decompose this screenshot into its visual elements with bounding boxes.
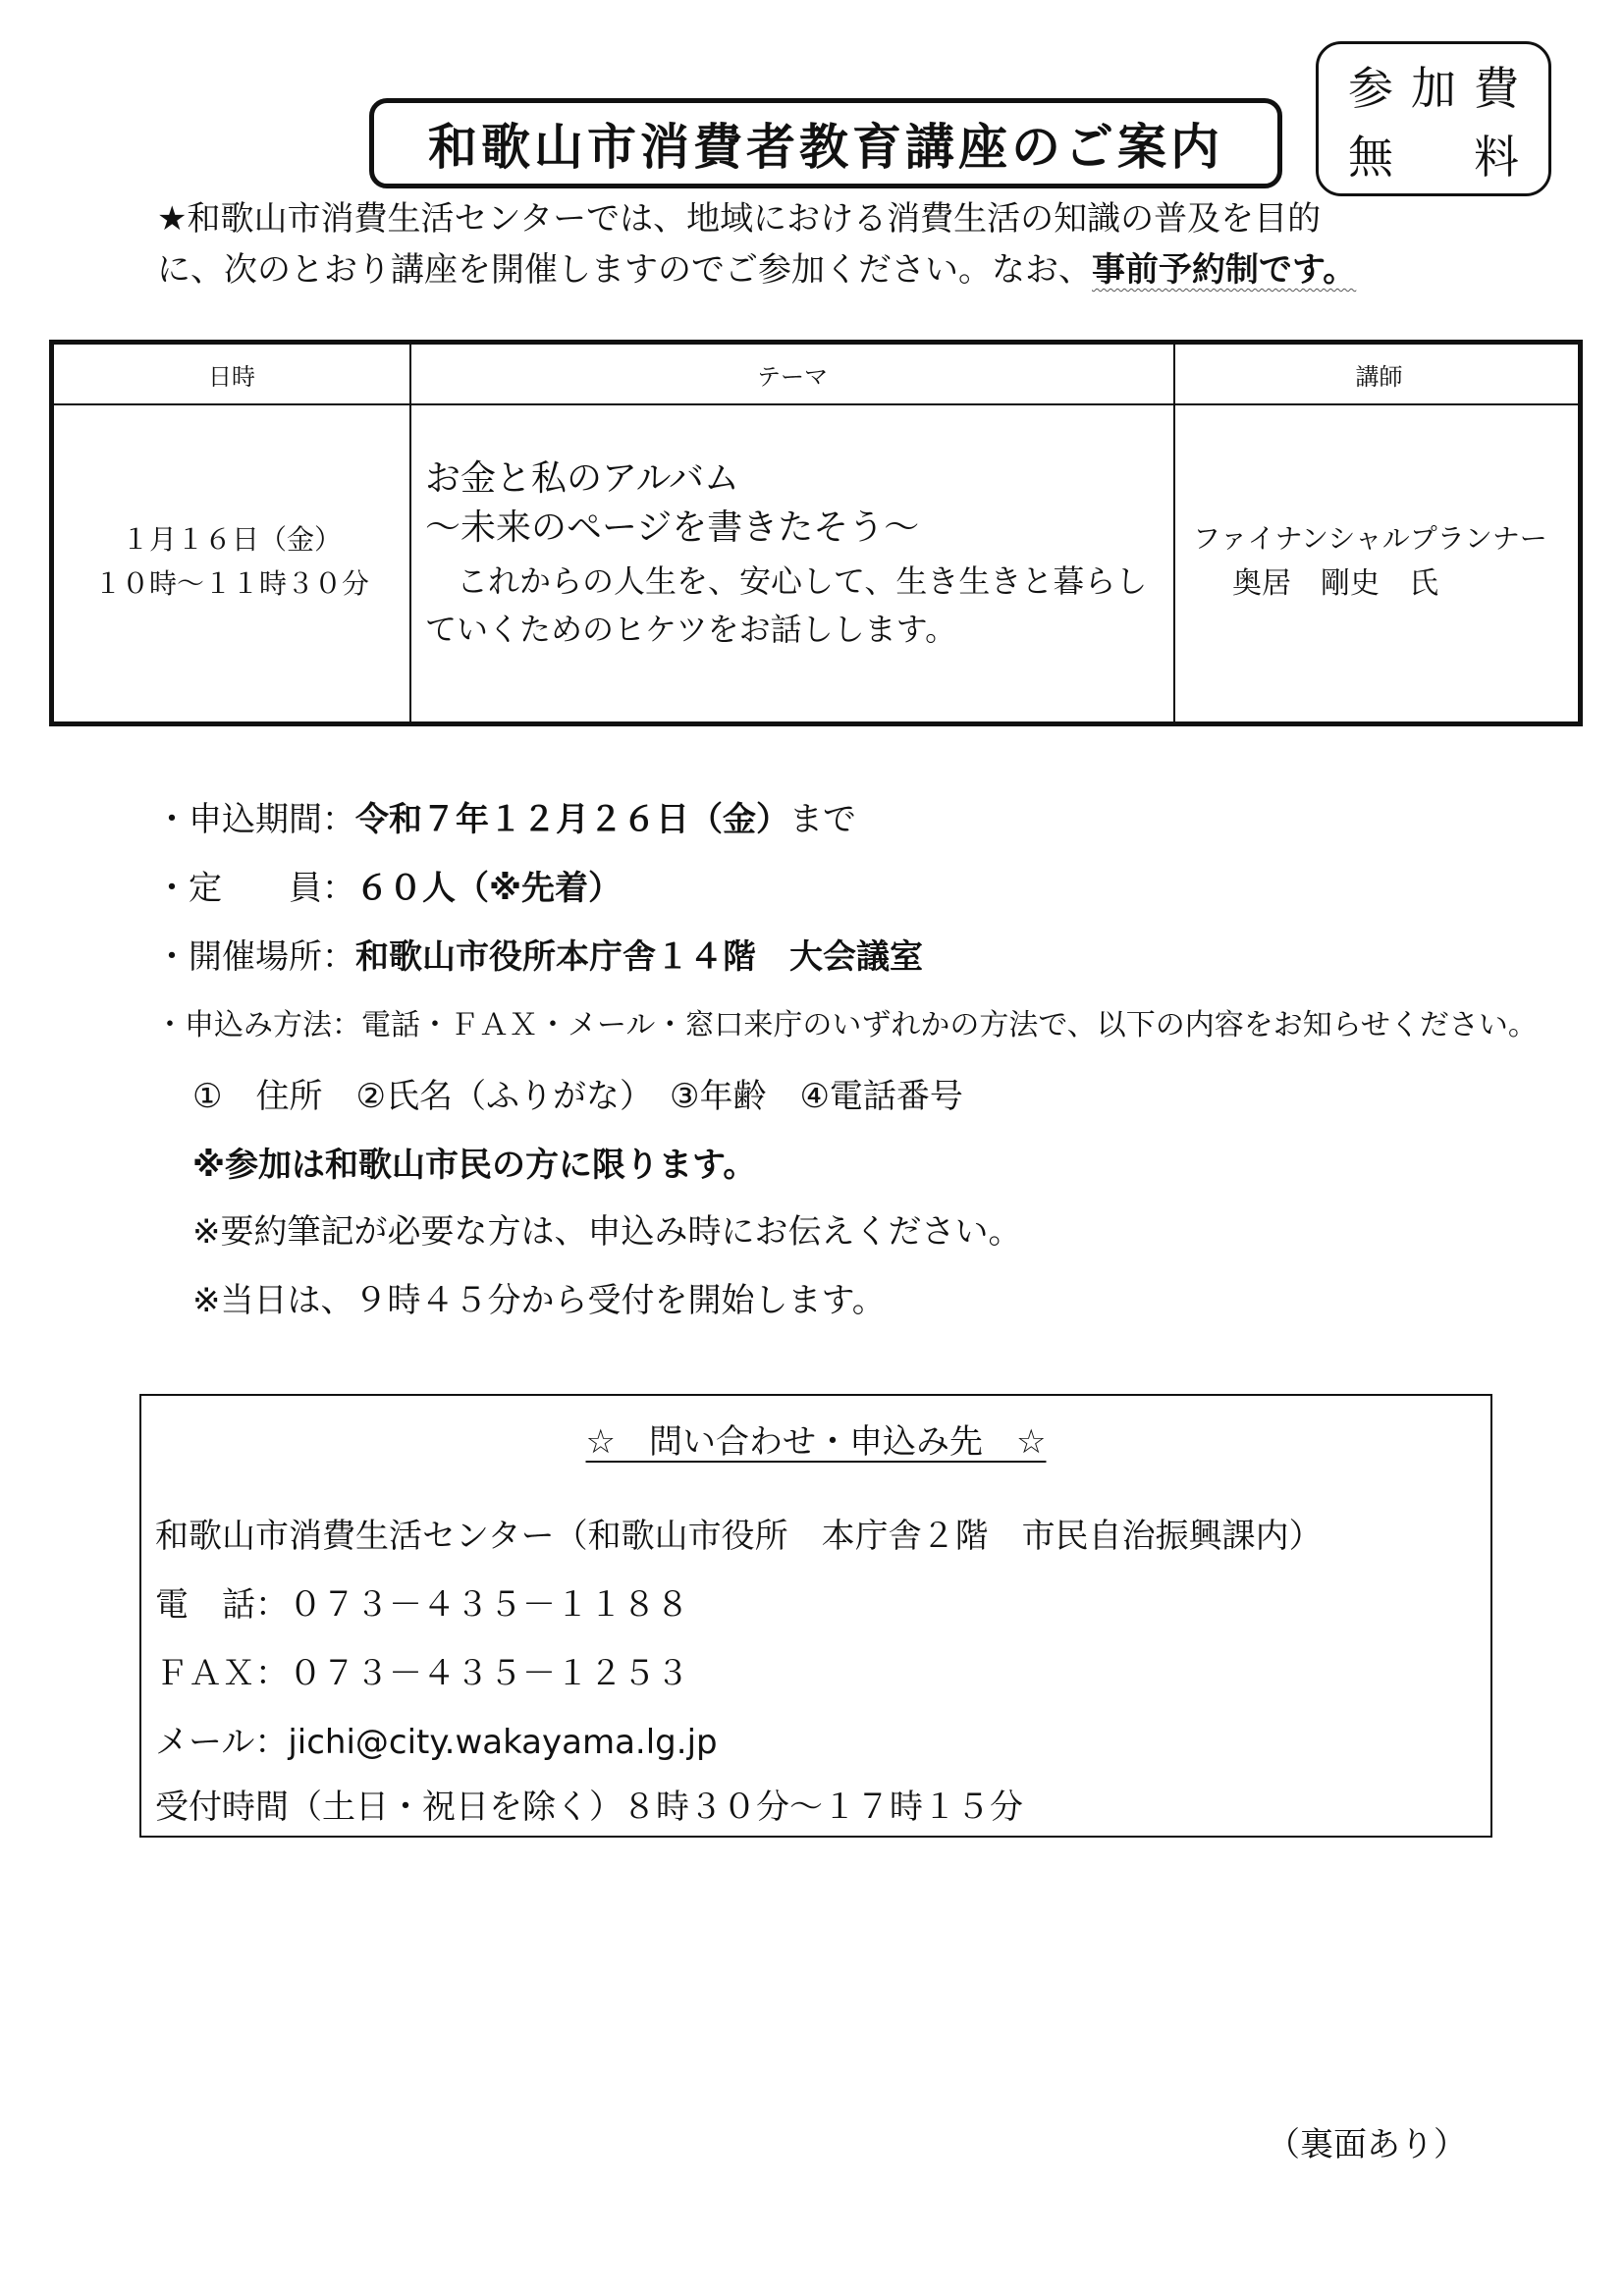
info-label: ・申込み方法： (155, 1008, 361, 1042)
cell-theme (425, 454, 1171, 655)
contact-hours: 受付時間（土日・祝日を除く）８時３０分～１７時１５分 (155, 1788, 1023, 1827)
required-items: ① 住所 ②氏名（ふりがな） ③年齢 ④電話番号 (192, 1077, 963, 1116)
info-value: 和歌山市役所本庁舎１４階 大会議室 (355, 937, 923, 977)
reception-note: ※当日は、９時４５分から受付を開始します。 (192, 1281, 886, 1320)
header-date: 日時 (208, 362, 255, 391)
fee-badge (1316, 41, 1551, 196)
contact-email: メール：jichi@city.wakayama.lg.jp (155, 1723, 718, 1762)
fee-label-char: 費 (1474, 62, 1519, 115)
fee-value-char: 料 (1474, 131, 1519, 184)
cell-lecturer (1183, 403, 1581, 721)
reservation-notice: 事前予約制です。 (1092, 250, 1357, 290)
intro-text: に、次のとおり講座を開催しますのでご参加ください。なお、 (157, 250, 1092, 290)
intro-line-1: ★和歌山市消費生活センターでは、地域における消費生活の知識の普及を目的 (157, 199, 1322, 239)
event-time: １０時～１１時３０分 (93, 567, 369, 600)
back-page-note: （裏面あり） (1267, 2125, 1467, 2164)
info-label: ・開催場所： (155, 937, 355, 977)
info-label: ・定 員： (155, 869, 355, 908)
lecturer-role: ファイナンシャルプランナー (1193, 521, 1547, 555)
column-divider (409, 345, 411, 721)
info-label: ・申込期間： (155, 800, 355, 839)
contact-heading-text: ☆ 問い合わせ・申込み先 ☆ (585, 1422, 1047, 1462)
contact-fax: ＦＡＸ：０７３－４３５－１２５３ (155, 1654, 689, 1693)
theme-subtitle: ～未来のページを書きたそう～ (425, 507, 920, 549)
intro-line-2 (157, 250, 1357, 290)
fee-label-char: 参 (1348, 62, 1393, 115)
fee-value-char: 無 (1348, 131, 1393, 184)
info-suffix: まで (789, 800, 856, 839)
title-box (369, 98, 1282, 188)
contact-organization: 和歌山市消費生活センター（和歌山市役所 本庁舎２階 市民自治振興課内） (155, 1517, 1323, 1556)
theme-title: お金と私のアルバム (425, 458, 740, 499)
lecturer-name: 奥居 剛史 氏 (1232, 566, 1438, 602)
contact-box (139, 1394, 1492, 1838)
contact-phone: 電 話：０７３－４３５－１１８８ (155, 1585, 689, 1625)
event-table (49, 340, 1583, 726)
info-application-method (155, 1008, 1538, 1042)
fee-value (1348, 131, 1519, 184)
table-header-row (54, 345, 1578, 405)
info-venue (155, 937, 923, 977)
contact-heading (141, 1422, 1490, 1462)
cell-date (54, 403, 409, 721)
fee-label (1348, 62, 1519, 115)
header-lecturer: 講師 (1355, 362, 1403, 391)
info-capacity (155, 869, 623, 908)
fee-label-char: 加 (1411, 62, 1456, 115)
header-theme: テーマ (757, 362, 828, 391)
residents-only-note: ※参加は和歌山市民の方に限ります。 (192, 1146, 757, 1185)
event-date: １月１６日（金） (121, 523, 342, 557)
captioning-note: ※要約筆記が必要な方は、申込み時にお伝えください。 (192, 1212, 1022, 1252)
info-application-period (155, 800, 856, 839)
info-value: 令和７年１２月２６日（金） (355, 800, 789, 839)
column-divider (1173, 345, 1175, 721)
info-suffix: 電話・ＦＡＸ・メール・窓口来庁のいずれかの方法で、以下の内容をお知らせください。 (361, 1008, 1538, 1042)
page-title: 和歌山市消費者教育講座のご案内 (428, 119, 1223, 176)
theme-description: これからの人生を、安心して、生き生きと暮らしていくためのヒケツをお話しします。 (425, 561, 1148, 649)
info-value: ６０人（※先着） (355, 869, 623, 908)
